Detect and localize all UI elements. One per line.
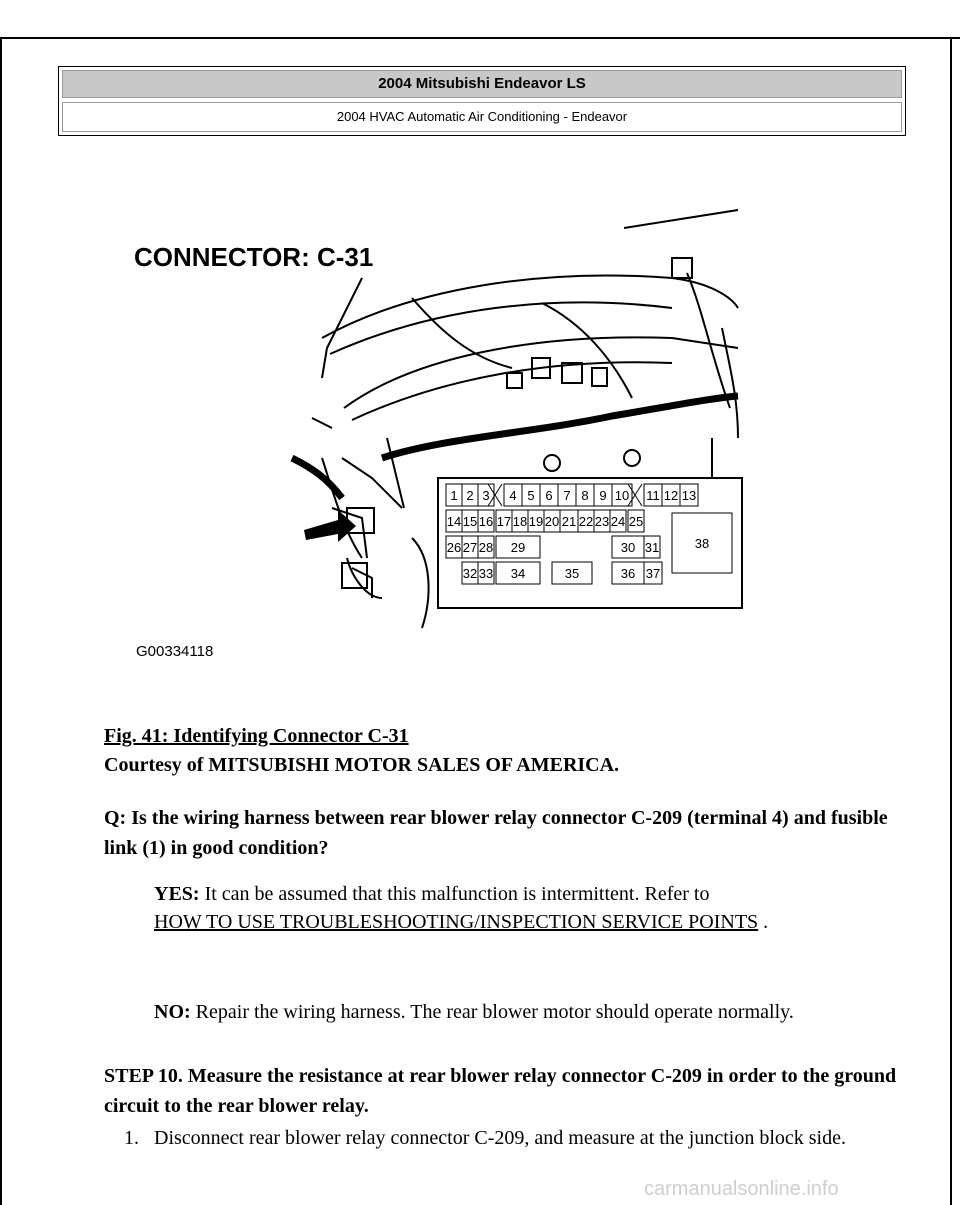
pin-label: 29: [510, 540, 526, 555]
pin-label: 17: [496, 514, 512, 529]
list-item-number: 1.: [124, 1127, 139, 1149]
pin-label: 28: [478, 540, 494, 555]
pin-label: 34: [510, 566, 526, 581]
page-frame-top: [0, 37, 960, 39]
question-text: Q: Is the wiring harness between rear blower relay connector C-209 (terminal 4) and fusible link (1) in good condition?: [104, 807, 888, 859]
page-frame-left: [0, 37, 2, 1205]
figure-caption-title: Fig. 41: Identifying Connector C-31: [104, 725, 409, 747]
arrow-icon: [304, 510, 356, 542]
pin-label: 15: [462, 514, 478, 529]
pin-label: 36: [620, 566, 636, 581]
pin-label: 19: [528, 514, 544, 529]
pin-label: 30: [620, 540, 636, 555]
pin-label: 23: [594, 514, 610, 529]
pin-label: 26: [446, 540, 462, 555]
pin-label: 22: [578, 514, 594, 529]
step-heading: STEP 10. Measure the resistance at rear blower relay connector C-209 in order to the ground circuit to the rear blower relay.: [104, 1065, 897, 1117]
answer-yes: [154, 880, 894, 936]
pin-label: 4: [509, 488, 517, 503]
answer-yes-label: YES:: [154, 883, 200, 905]
pin-label: 9: [599, 488, 607, 503]
pin-label: 38: [694, 536, 710, 551]
pin-label: 11: [646, 488, 660, 503]
connector-diagram: [112, 158, 748, 698]
troubleshooting-link[interactable]: HOW TO USE TROUBLESHOOTING/INSPECTION SERVICE POINTS: [154, 911, 759, 933]
pin-label: 32: [462, 566, 478, 581]
pin-label: 7: [563, 488, 571, 503]
pin-label: 6: [545, 488, 553, 503]
pin-label: 37: [645, 566, 661, 581]
connector-pin-chart: [438, 478, 742, 608]
pin-label: 1: [450, 488, 458, 503]
figure-code: G00334118: [136, 643, 214, 660]
pin-label: 13: [681, 488, 697, 503]
answer-no: [154, 998, 894, 1026]
pin-label: 24: [610, 514, 626, 529]
document-header: [58, 66, 906, 136]
pin-label: 12: [663, 488, 679, 503]
pin-label: 3: [482, 488, 490, 503]
figure-caption-courtesy: Courtesy of MITSUBISHI MOTOR SALES OF AMERICA.: [104, 754, 620, 776]
answer-no-text: Repair the wiring harness. The rear blower motor should operate normally.: [195, 1001, 794, 1023]
answer-yes-text: It can be assumed that this malfunction is intermittent. Refer to: [204, 883, 710, 905]
connector-figure: [112, 158, 748, 698]
list-item-text: Disconnect rear blower relay connector C-209, and measure at the junction block side.: [154, 1127, 846, 1149]
answer-no-label: NO:: [154, 1001, 191, 1023]
pin-label: 2: [466, 488, 474, 503]
pin-label: 8: [581, 488, 589, 503]
answer-yes-end: .: [763, 911, 769, 933]
pin-label: 18: [512, 514, 528, 529]
pin-label: 35: [564, 566, 580, 581]
header-title: 2004 Mitsubishi Endeavor LS: [62, 70, 902, 98]
pin-label: 21: [561, 514, 577, 529]
pin-label: 27: [462, 540, 478, 555]
figure-label: CONNECTOR: C-31: [134, 242, 374, 272]
pin-label: 20: [544, 514, 560, 529]
header-subtitle: 2004 HVAC Automatic Air Conditioning - Endeavor: [62, 102, 902, 132]
pin-label: 25: [628, 514, 644, 529]
pin-label: 31: [644, 540, 660, 555]
watermark-text: carmanualsonline.info: [644, 1178, 839, 1200]
pin-label: 10: [614, 488, 630, 503]
pin-label: 16: [478, 514, 494, 529]
pin-label: 14: [446, 514, 462, 529]
pin-label: 33: [478, 566, 494, 581]
page-frame-right: [950, 37, 952, 1205]
pin-label: 5: [527, 488, 535, 503]
